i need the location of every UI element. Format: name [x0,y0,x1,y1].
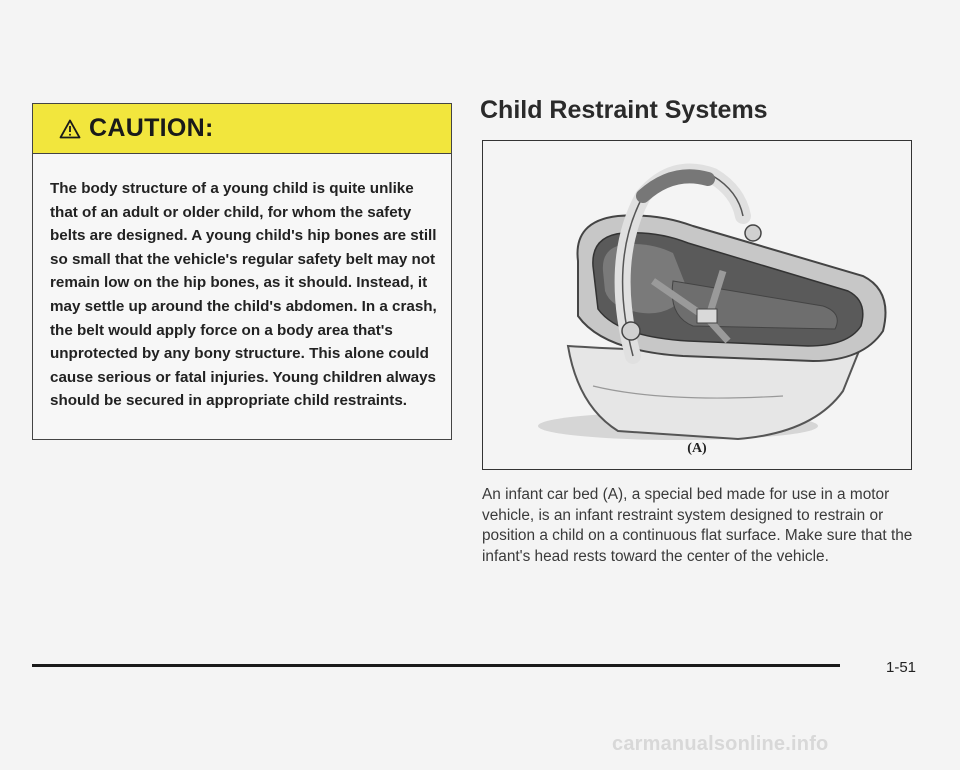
page-number: 1-51 [886,659,917,676]
caution-text: The body structure of a young child is quite unlike that of an adult or older child, for whom the safety belts are designed. A young child's hip bones are still so small that the vehicle's regular safety belt may not remain low on the hip bones, as it should. Instead, it may settle up around the child's abdomen. In a crash, the belt would apply force on a body area that's unprotected by any bony structure. This alone could cause serious or fatal injuries. Young children always should be secured in appropriate child restraints. [50,180,437,410]
footer-rule [32,664,840,667]
section-title: Child Restraint Systems [480,96,768,124]
body-paragraph: An infant car bed (A), a special bed made for use in a motor vehicle, is an infant restraint system designed to restrain or position a child on a continuous flat surface. Make sure that the infant's head rests toward the center of the vehicle. [482,486,913,565]
warning-triangle-icon [59,119,81,139]
caution-title: CAUTION: [89,114,214,142]
infant-car-bed-illustration [483,141,910,468]
caution-header [33,104,451,154]
infant-car-bed-figure [482,140,912,470]
watermark: carmanualsonline.info [612,733,829,755]
caution-box [32,103,452,440]
figure-label: (A) [687,441,707,456]
